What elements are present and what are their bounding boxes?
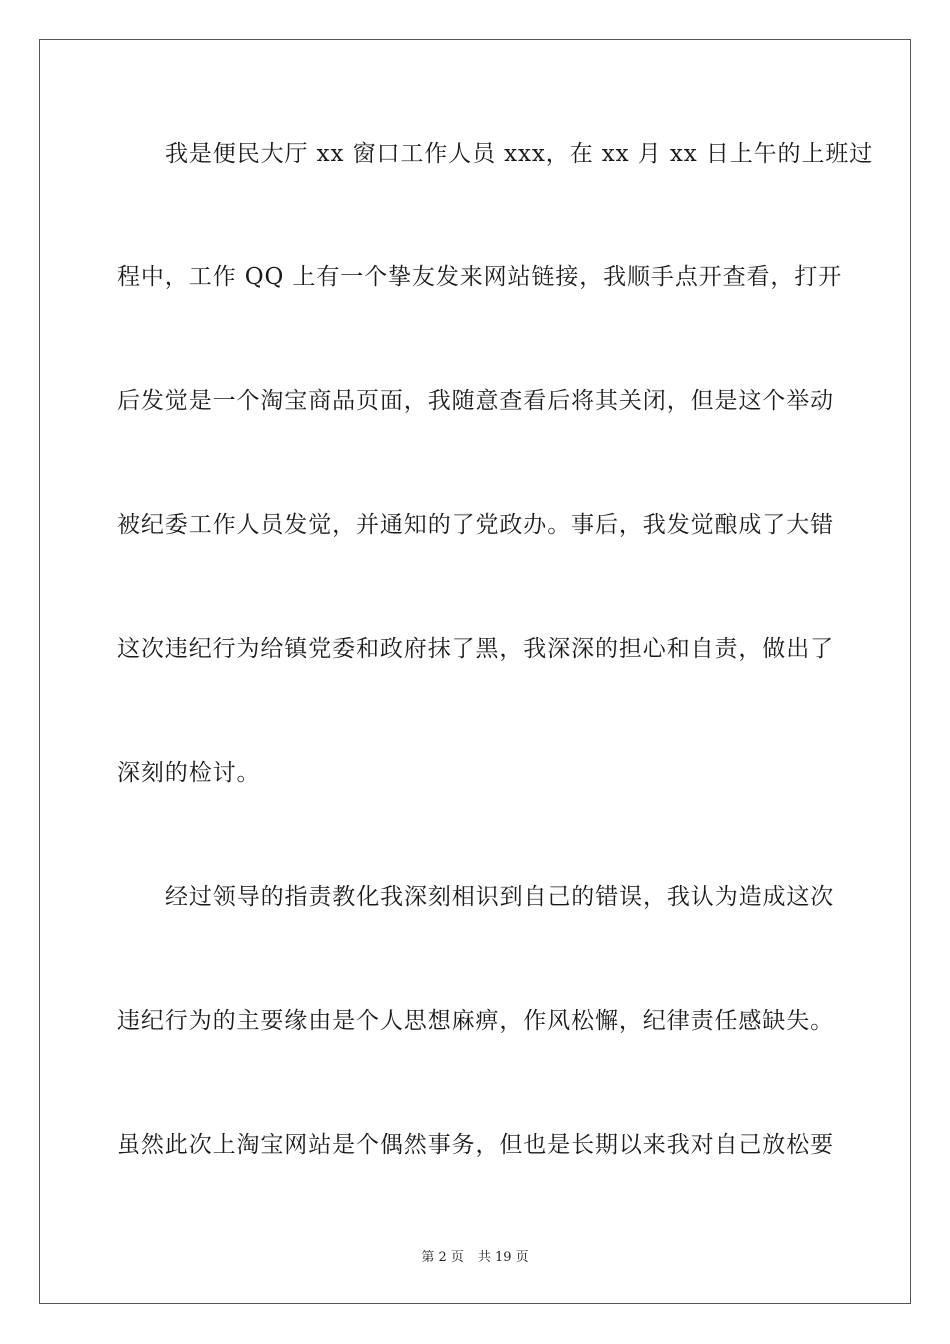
paragraph-1-line-3: 后发觉是一个淘宝商品页面，我随意查看后将其关闭，但是这个举动 [117, 388, 834, 414]
paragraph-1-line-2: 程中，工作 QQ 上有一个挚友发来网站链接，我顺手点开查看，打开 [117, 264, 843, 290]
page-border [39, 39, 911, 1304]
paragraph-1-line-4: 被纪委工作人员发觉，并通知的了党政办。事后，我发觉酿成了大错 [117, 512, 834, 538]
paragraph-2-line-1: 经过领导的指责教化我深刻相识到自己的错误，我认为造成这次 [165, 884, 835, 910]
paragraph-3-line-1: 虽然此次上淘宝网站是个偶然事务，但也是长期以来我对自己放松要 [117, 1132, 834, 1158]
total-pages: 共 19 页 [477, 1250, 529, 1265]
paragraph-1-line-5: 这次违纪行为给镇党委和政府抹了黑，我深深的担心和自责，做出了 [117, 636, 834, 662]
paragraph-2-line-2: 违纪行为的主要缘由是个人思想麻痹，作风松懈，纪律责任感缺失。 [117, 1008, 834, 1034]
paragraph-1-line-1: 我是便民大厅 xx 窗口工作人员 xxx，在 xx 月 xx 日上午的上班过 [165, 141, 874, 167]
page-footer [0, 1246, 950, 1265]
paragraph-1-line-6: 深刻的检讨。 [117, 760, 261, 786]
page-number: 第 2 页 [421, 1250, 464, 1265]
